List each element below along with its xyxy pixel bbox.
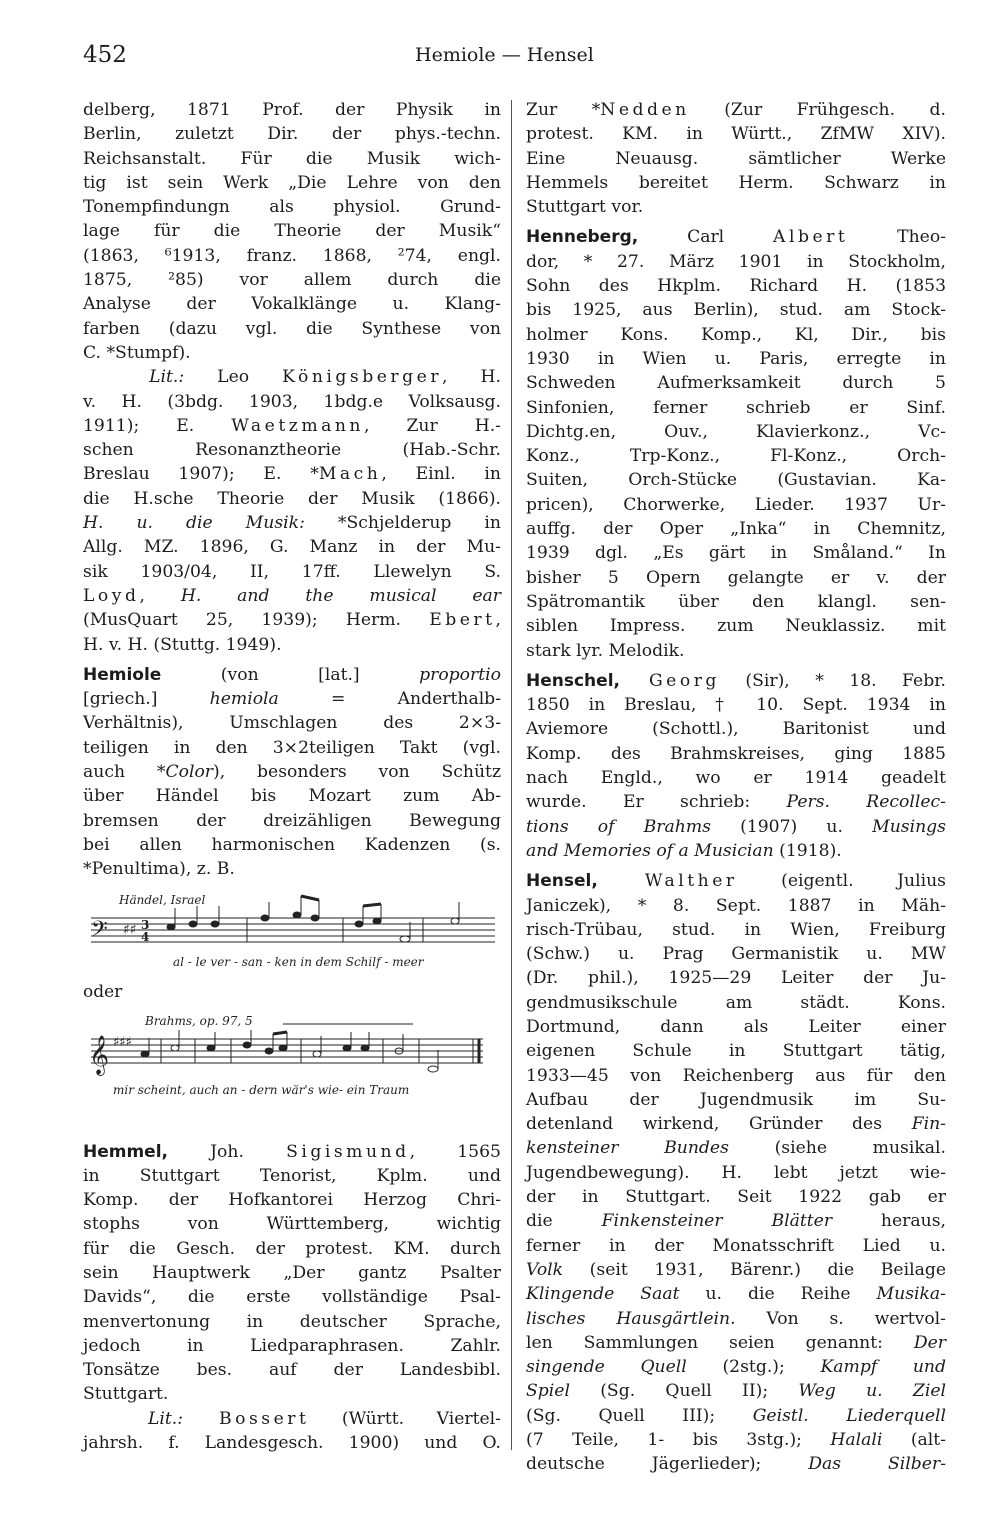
text-line: risch-Trübau, stud. in Wien, Freiburg [526,919,946,940]
music-examples [83,882,501,1132]
text-line: nach Engld., wo er 1914 geadelt [526,768,946,789]
text-line: über Händel bis Mozart zum Ab- [83,786,501,807]
text-line: siblen Impress. zum Neuklassiz. mit [526,616,946,637]
headword: Henschel, [526,670,620,691]
text-line: Hemmels bereitet Herm. Schwarz in [526,172,946,193]
right-column [526,98,946,1477]
text-line: (MusQuart 25, 1939); Herm. Ebert, [83,610,501,631]
text-line: sik 1903/04, II, 17ff. Llewelyn S. [83,561,501,582]
text-line: and Memories of a Musician (1918). [526,840,842,861]
text-line: 1850 in Breslau, † 10. Sept. 1934 in [526,695,946,716]
text-line: auch *Color), besonders von Schütz [83,762,502,783]
bass-clef-icon: 𝄢 [91,916,108,947]
text-line: Verhältnis), Umschlagen des 2×3- [83,713,501,734]
text-line: Klingende Saat u. die Reihe Musika- [526,1284,946,1305]
text-line: die Finkensteiner Blätter heraus, [526,1211,946,1232]
example-lyrics: mir scheint, auch an - dern wär's wie- ein Traum [113,1082,410,1097]
text-line: der in Stuttgart. Seit 1922 gab er [526,1187,946,1208]
text-line: Suiten, Orch-Stücke (Gustavian. Ka- [526,470,946,491]
text-line: Komp. des Brahmskreises, ging 1885 [526,743,946,764]
text-line: Dichtg.en, Ouv., Klavierkonz., Vc- [526,421,946,442]
text-line: schen Resonanztheorie (Hab.-Schr. [83,440,501,461]
text-line: delberg, 1871 Prof. der Physik in [83,100,501,120]
text-line: Analyse der Vokalklänge u. Klang- [83,294,501,315]
text-line: (1863, ⁶1913, franz. 1868, ²74, engl. [83,245,501,266]
text-line: pricen), Chorwerke, Lieder. 1937 Ur- [526,494,946,515]
text-line: in Stuttgart Tenorist, Kplm. und [83,1165,501,1186]
helmholtz-literature [83,365,501,657]
text-line: Hemmel, Joh. Sigismund, 1565 [83,1141,501,1162]
text-line: singende Quell (2stg.); Kampf und [526,1357,947,1378]
text-line: Dortmund, dann als Leiter einer [526,1016,946,1037]
treble-clef-icon: 𝄞 [89,1034,110,1075]
text-line: Konz., Trp-Konz., Fl-Konz., Orch- [526,446,946,467]
text-line: gendmusikschule am städt. Kons. [526,992,946,1013]
headword: Henneberg, [526,227,639,248]
text-line: wurde. Er schrieb: Pers. Recollec- [526,792,946,813]
text-line: [griech.] hemiola = Anderthalb- [83,689,501,710]
example-caption: Brahms, op. 97, 5 [145,1013,253,1028]
text-line: stark lyr. Melodik. [526,640,685,661]
text-line: Zur *Nedden (Zur Frühgesch. d. [526,100,946,120]
text-line: holmer Kons. Komp., Kl, Dir., bis [526,324,946,345]
text-line: eigenen Schule in Stuttgart tätig, [526,1041,946,1062]
text-line: bei allen harmonischen Kadenzen (s. [83,834,501,855]
text-line: Reichsanstalt. Für die Musik wich- [83,148,501,169]
text-line: dor, * 27. März 1901 in Stockholm, [526,251,946,272]
text-line: Loyd, H. and the musical ear [83,585,501,606]
text-line: die H.sche Theorie der Musik (1866). [83,488,501,509]
text-line: Sinfonien, ferner schrieb er Sinf. [526,397,946,418]
text-line: Allg. MZ. 1896, G. Manz in der Mu- [83,537,501,558]
text-line: (Sg. Quell III); Geistl. Liederquell [526,1405,946,1426]
text-line: Berlin, zuletzt Dir. der phys.-techn. [83,124,501,145]
text-line: H. u. die Musik: *Schjelderup in [83,513,501,534]
text-line: Henneberg, Carl Albert Theo- [526,227,946,248]
text-line: tions of Brahms (1907) u. Musings [526,816,946,837]
hemmel-entry [83,1140,501,1456]
text-line: 1933—45 von Reichenberg aus für den [526,1065,946,1086]
hensel-entry [526,869,946,1476]
running-head: Hemiole — Hensel [415,44,594,66]
text-line: bisher 5 Opern gelangte er v. der [526,567,946,588]
key-signature: ♯♯ [123,921,137,938]
key-signature: ♯♯♯ [113,1034,132,1050]
headword: Hensel, [526,871,598,892]
text-line: menvertonung in deutscher Sprache, [83,1311,501,1332]
page-number: 452 [83,42,127,68]
text-line: 1939 dgl. „Es gärt in Småland.“ In [526,543,946,564]
headword: Hemiole [83,664,162,685]
text-line: lage für die Theorie der Musik“ [83,221,501,242]
text-line: ferner in der Monatsschrift Lied u. [526,1235,946,1256]
music-notation [83,882,501,1132]
text-line: Davids“, die erste vollständige Psal- [83,1287,501,1308]
headword: Hemmel, [83,1141,168,1162]
hemiole-entry [83,663,501,882]
text-line: Lit.: Leo Königsberger, H. [149,367,501,388]
text-line: Schweden Aufmerksamkeit durch 5 [526,373,946,394]
text-line: tig ist sein Werk „Die Lehre von den [83,172,501,193]
text-line: Eine Neuausg. sämtlicher Werke [526,148,946,169]
text-line: *Penultima), z. B. [83,859,235,880]
text-line: sein Hauptwerk „Der gantz Psalter [83,1262,501,1283]
text-line: jahrsh. f. Landesgesch. 1900) und O. [83,1433,501,1454]
text-line: Sohn des Hkplm. Richard H. (1853 [526,276,946,297]
text-line: len Sammlungen seien genannt: Der [526,1332,946,1353]
text-line: Komp. der Hofkantorei Herzog Chri- [83,1190,501,1211]
time-signature-bottom: 4 [141,929,150,944]
notes [167,896,459,942]
text-line: teiligen in den 3×2teiligen Takt (vgl. [83,737,501,758]
oder-label: oder [83,981,123,1002]
text-line: Spätromantik über den klangl. sen- [526,591,946,612]
text-line: Aviemore (Schottl.), Baritonist und [526,719,946,740]
staff-lines [91,918,495,942]
example-caption: Händel, Israel [119,892,206,907]
text-line: auffg. der Oper „Inka“ in Chemnitz, [526,519,946,540]
text-line: Janiczek), * 8. Sept. 1887 in Mäh- [526,895,946,916]
time-signature-top: 3 [141,917,150,932]
text-line: Hensel, Walther (eigentl. Julius [526,871,946,892]
text-line: 1911); E. Waetzmann, Zur H.- [83,415,501,436]
text-line: 1930 in Wien u. Paris, erregte in [526,348,946,369]
text-line: Aufbau der Jugendmusik im Su- [526,1089,946,1110]
text-line: Henschel, Georg (Sir), * 18. Febr. [526,670,947,691]
text-line: farben (dazu vgl. die Synthese von [83,318,501,339]
text-line: für die Gesch. der protest. KM. durch [83,1238,501,1259]
example-lyrics: al - le ver - san - ken in dem Schilf - meer [173,954,424,969]
helmholtz-entry-continued [83,98,501,365]
text-line: Jugendbewegung). H. lebt jetzt wie- [526,1162,946,1183]
page-header [83,42,953,72]
text-line: (Dr. phil.), 1925—29 Leiter der Ju- [526,968,946,989]
text-line: Tonsätze bes. auf der Landesbibl. [83,1360,501,1381]
text-line: jedoch in Liedparaphrasen. Zahlr. [83,1335,501,1356]
text-line: C. *Stumpf). [83,342,191,363]
text-line: Breslau 1907); E. *Mach, Einl. in [83,464,502,485]
text-line: kensteiner Bundes (siehe musikal. [526,1138,946,1159]
hemmel-entry-continued [526,98,946,219]
text-line: Tonempfindungn als physiol. Grund- [83,197,501,218]
text-line: Volk (seit 1931, Bärenr.) die Beilage [526,1259,946,1280]
text-line: Stuttgart. [83,1384,169,1405]
text-line: Spiel (Sg. Quell II); Weg u. Ziel [526,1381,946,1402]
henneberg-entry [526,225,946,662]
left-column [83,98,501,1455]
text-line: Lit.: Bossert (Württ. Viertel- [147,1408,501,1429]
text-line: (Schw.) u. Prag Germanistik u. MW [526,944,946,965]
text-line: bremsen der dreizähligen Bewegung [83,810,501,831]
text-line: H. v. H. (Stuttg. 1949). [83,634,282,655]
text-line: v. H. (3bdg. 1903, 1bdg.e Volksausg. [83,391,501,412]
text-line: lisches Hausgärtlein. Von s. wertvol- [526,1308,946,1329]
text-line: bis 1925, aus Berlin), stud. am Stock- [526,300,946,321]
text-line: (7 Teile, 1- bis 3stg.); Halali (alt- [526,1430,946,1451]
text-line: 1875, ²85) vor allem durch die [83,270,501,291]
text-line: detenland wirkend, Gründer des Fin- [526,1114,946,1135]
text-line: stophs von Württemberg, wichtig [83,1214,501,1235]
column-divider [511,100,512,1450]
henschel-entry [526,669,946,863]
text-line: Stuttgart vor. [526,197,644,218]
text-line: protest. KM. in Württ., ZfMW XIV). [526,124,946,145]
text-line: Hemiole (von [lat.] proportio [83,664,501,685]
text-line: deutsche Jägerlieder); Das Silber- [526,1454,947,1475]
